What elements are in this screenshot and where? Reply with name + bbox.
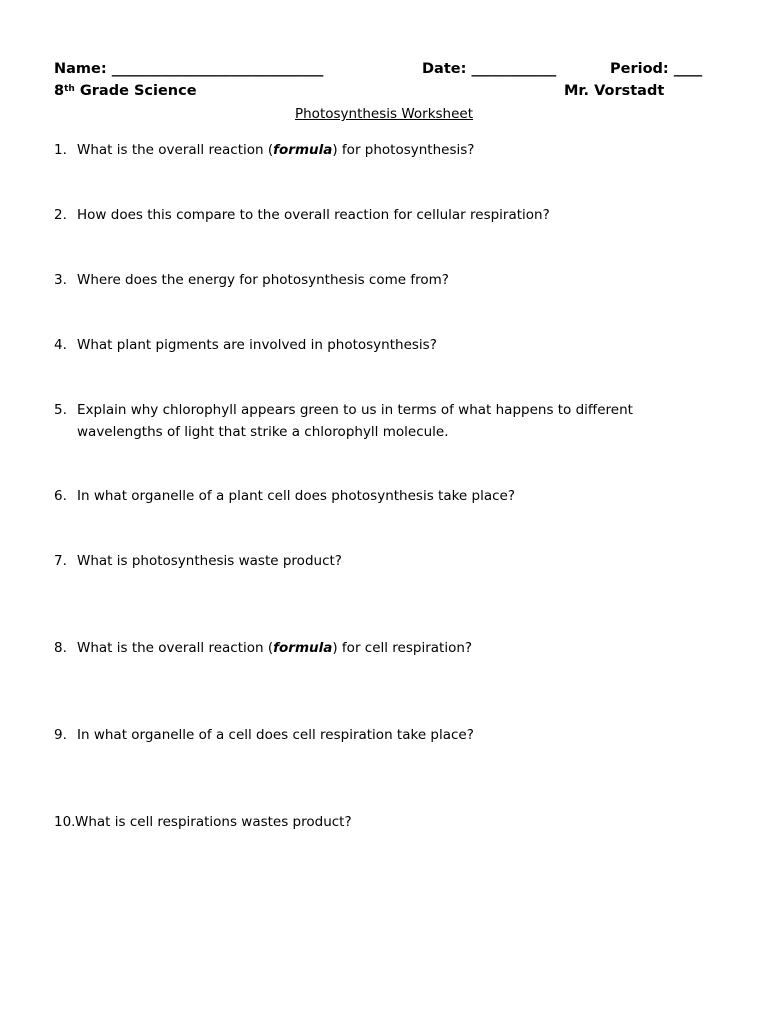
question-number: 3.	[54, 272, 67, 288]
question-text-line-1: Explain why chlorophyll appears green to us in terms of what happens to different	[77, 402, 633, 418]
worksheet-title: Photosynthesis Worksheet	[294, 106, 474, 122]
question-text: In what organelle of a plant cell does photosynthesis take place?	[77, 488, 516, 504]
period-field	[610, 59, 702, 79]
date-field	[422, 59, 556, 79]
period-label: Period:	[610, 61, 669, 77]
question-number: 5.	[54, 402, 67, 418]
question-text: What is the overall reaction (formula) for cell respiration?	[77, 640, 473, 656]
question-number: 8.	[54, 640, 67, 656]
grade-number: 8	[54, 83, 65, 99]
period-blank-line: ____	[673, 61, 702, 77]
question-text: What plant pigments are involved in photosynthesis?	[77, 337, 437, 353]
name-blank-line: ______________________________	[111, 61, 324, 77]
question-number: 10.	[54, 814, 76, 830]
question-text: How does this compare to the overall reaction for cellular respiration?	[77, 207, 550, 223]
question-text: What is the overall reaction (formula) for photosynthesis?	[77, 142, 475, 158]
question-number: 4.	[54, 337, 67, 353]
grade-subject: Grade Science	[74, 83, 197, 99]
question-text: What is cell respirations wastes product?	[75, 814, 352, 830]
emphasis-formula: formula	[273, 640, 333, 656]
date-blank-line: ____________	[471, 61, 557, 77]
name-field	[54, 59, 323, 79]
header-row-top	[54, 59, 714, 79]
question-text: In what organelle of a cell does cell respiration take place?	[77, 727, 474, 743]
question-number: 1.	[54, 142, 67, 158]
name-label: Name:	[54, 61, 107, 77]
question-number: 6.	[54, 488, 67, 504]
header-row-bottom	[54, 81, 714, 101]
question-text-line-2: wavelengths of light that strike a chlorophyll molecule.	[77, 424, 449, 440]
question-number: 2.	[54, 207, 67, 223]
question-number: 7.	[54, 553, 67, 569]
question-text	[77, 399, 707, 443]
emphasis-formula: formula	[273, 142, 333, 158]
question-text: What is photosynthesis waste product?	[77, 553, 342, 569]
question-text: Where does the energy for photosynthesis come from?	[77, 272, 449, 288]
teacher-name: Mr. Vorstadt	[564, 83, 665, 99]
question-number: 9.	[54, 727, 67, 743]
class-name	[54, 81, 197, 101]
grade-suffix: th	[64, 84, 75, 94]
date-label: Date:	[422, 61, 467, 77]
